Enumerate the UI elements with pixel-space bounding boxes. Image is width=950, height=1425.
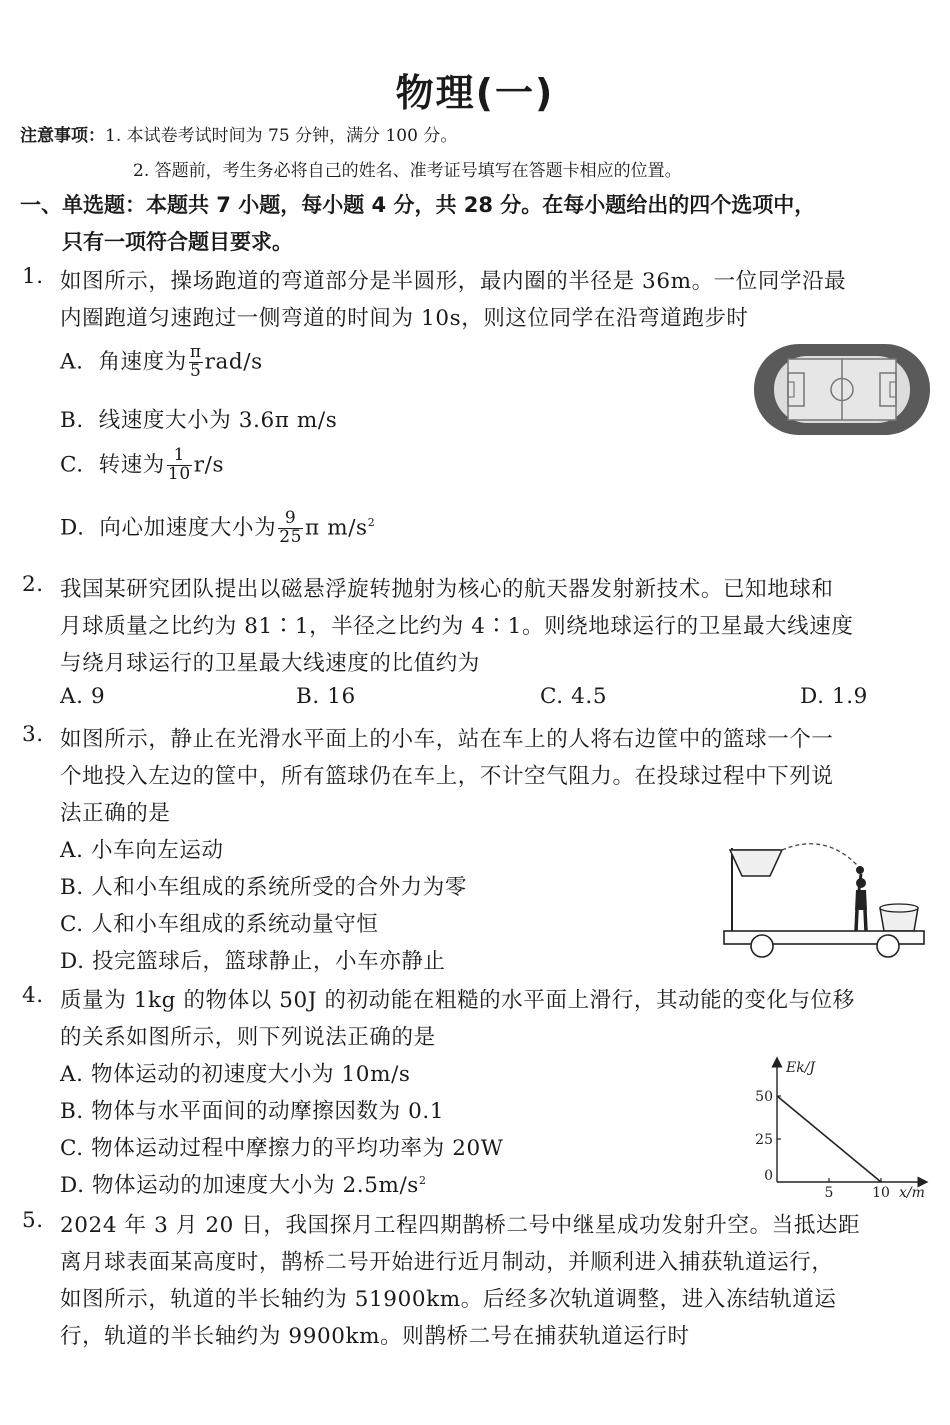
q3-number: 3. bbox=[22, 722, 44, 747]
q2-stem-line-2: 月球质量之比约为 81∶1，半径之比约为 4∶1。则绕地球运行的卫星最大线速度 bbox=[60, 614, 854, 639]
ball-in-hand bbox=[856, 866, 864, 874]
q1-option-d-fraction bbox=[278, 510, 303, 547]
section-heading-line-1: 一、单选题：本题共 7 小题，每小题 4 分，共 28 分。在每小题给出的四个选项中， bbox=[20, 193, 816, 217]
x-tick-label: 5 bbox=[824, 1185, 834, 1200]
running-track-figure bbox=[752, 342, 932, 441]
q1-option-d bbox=[60, 510, 375, 547]
section-heading-line-2: 只有一项符合题目要求。 bbox=[62, 230, 293, 254]
q5-stem-line-2: 离月球表面某高度时，鹊桥二号开始进行近月制动，并顺利进入捕获轨道运行， bbox=[60, 1250, 834, 1275]
q4-option-d-text: D. 物体运动的加速度大小为 2.5m/s bbox=[60, 1173, 419, 1198]
notes-item-2: 2. 答题前，考生务必将自己的姓名、准考证号填写在答题卡相应的位置。 bbox=[133, 161, 682, 181]
q1-option-a-numerator: π bbox=[189, 342, 202, 362]
q2-option-d: D. 1.9 bbox=[800, 684, 868, 709]
notes-label: 注意事项： bbox=[20, 126, 105, 146]
q3-option-c: C. 人和小车组成的系统动量守恒 bbox=[60, 912, 379, 937]
q4-stem-line-1: 质量为 1kg 的物体以 50J 的初动能在粗糙的水平面上滑行，其动能的变化与位移 bbox=[60, 988, 855, 1013]
q4-option-d-superscript: 2 bbox=[418, 1173, 427, 1187]
q1-option-c-numerator: 1 bbox=[167, 447, 192, 466]
energy-displacement-chart bbox=[745, 1052, 935, 1204]
q1-option-a-text: 角速度为 bbox=[98, 349, 187, 375]
cart-right-wheel bbox=[877, 935, 899, 957]
q1-option-d-numerator: 9 bbox=[278, 510, 303, 529]
q1-option-c-fraction bbox=[167, 447, 192, 484]
person-figure bbox=[855, 874, 867, 931]
y-tick-label: 25 bbox=[755, 1132, 773, 1148]
q1-option-d-superscript: 2 bbox=[367, 516, 376, 530]
q4-option-a: A. 物体运动的初速度大小为 10m/s bbox=[60, 1062, 411, 1087]
q1-option-d-text: 向心加速度大小为 bbox=[99, 515, 277, 541]
q5-stem-line-1: 2024 年 3 月 20 日，我国探月工程四期鹊桥二号中继星成功发射升空。当抵达距 bbox=[60, 1213, 861, 1238]
q1-option-a bbox=[60, 344, 263, 381]
energy-chart-svg bbox=[745, 1052, 935, 1200]
q3-option-a: A. 小车向左运动 bbox=[60, 838, 224, 863]
q4-option-c: C. 物体运动过程中摩擦力的平均功率为 20W bbox=[60, 1136, 504, 1161]
q2-number: 2. bbox=[22, 572, 44, 597]
q3-stem-line-1: 如图所示，静止在光滑水平面上的小车，站在车上的人将右边筐中的篮球一个一 bbox=[60, 727, 834, 752]
q1-option-b bbox=[60, 403, 337, 434]
q1-option-a-unit: rad/s bbox=[204, 349, 263, 375]
q1-option-a-fraction bbox=[189, 344, 203, 381]
q2-option-a: A. 9 bbox=[60, 684, 106, 709]
q3-option-d: D. 投完篮球后，篮球静止，小车亦静止 bbox=[60, 949, 446, 974]
notes-line-1 bbox=[20, 121, 457, 146]
q1-option-c-text: 转速为 bbox=[98, 452, 165, 478]
q3-stem-line-3: 法正确的是 bbox=[60, 801, 171, 826]
q3-stem-line-2: 个地投入左边的筐中，所有篮球仍在车上，不计空气阻力。在投球过程中下列说 bbox=[60, 764, 834, 789]
q2-stem-line-3: 与绕月球运行的卫星最大线速度的比值约为 bbox=[60, 651, 480, 676]
q1-option-b-label: B. bbox=[60, 408, 84, 433]
q1-option-a-label: A. bbox=[60, 349, 84, 375]
exam-title: 物理(一) bbox=[395, 71, 555, 115]
q1-stem-line-2: 内圈跑道匀速跑过一侧弯道的时间为 10s，则这位同学在沿弯道跑步时 bbox=[60, 306, 749, 331]
notes-item-1: 1. 本试卷考试时间为 75 分钟，满分 100 分。 bbox=[105, 126, 458, 146]
q5-number: 5. bbox=[22, 1208, 44, 1233]
q1-option-d-label: D. bbox=[60, 515, 85, 541]
q1-option-a-denominator: 5 bbox=[190, 360, 202, 381]
left-basket bbox=[730, 850, 782, 876]
q2-stem-line-1: 我国某研究团队提出以磁悬浮旋转抛射为核心的航天器发射新技术。已知地球和 bbox=[60, 577, 834, 602]
q4-option-b: B. 物体与水平面间的动摩擦因数为 0.1 bbox=[60, 1099, 445, 1124]
q1-option-c-unit: r/s bbox=[193, 452, 225, 478]
q2-option-c: C. 4.5 bbox=[540, 684, 608, 709]
energy-series-line bbox=[777, 1096, 881, 1182]
q1-option-c-label: C. bbox=[60, 452, 84, 478]
q1-option-d-unit: π m/s bbox=[305, 515, 368, 541]
q5-stem-line-4: 行，轨道的半长轴约为 9900km。则鹊桥二号在捕获轨道运行时 bbox=[60, 1324, 690, 1349]
q5-stem-line-3: 如图所示，轨道的半长轴约为 51900km。后经多次轨道调整，进入冻结轨道运 bbox=[60, 1287, 837, 1312]
y-axis-label: Ek/J bbox=[786, 1060, 816, 1076]
q3-option-b: B. 人和小车组成的系统所受的合外力为零 bbox=[60, 875, 467, 900]
cart-left-wheel bbox=[751, 935, 773, 957]
q4-stem-line-2: 的关系如图所示，则下列说法正确的是 bbox=[60, 1025, 436, 1050]
q1-option-b-text: 线速度大小为 3.6π m/s bbox=[98, 408, 338, 433]
q4-option-d bbox=[60, 1168, 427, 1199]
x-tick-label: 10 bbox=[872, 1185, 890, 1200]
y-tick-label: 50 bbox=[755, 1089, 773, 1105]
ball-trajectory bbox=[782, 844, 858, 866]
q1-option-c bbox=[60, 447, 224, 484]
q1-option-d-denominator: 25 bbox=[279, 526, 303, 547]
q1-stem-line-1: 如图所示，操场跑道的弯道部分是半圆形，最内圈的半径是 36m。一位同学沿最 bbox=[60, 269, 847, 294]
q2-option-b: B. 16 bbox=[296, 684, 356, 709]
cart-basketball-figure bbox=[720, 838, 930, 967]
q1-number: 1. bbox=[22, 264, 44, 289]
x-axis-label: x/m bbox=[899, 1185, 925, 1200]
y-tick-label: 0 bbox=[764, 1168, 773, 1184]
q4-number: 4. bbox=[22, 983, 44, 1008]
q1-option-c-denominator: 10 bbox=[167, 463, 191, 484]
